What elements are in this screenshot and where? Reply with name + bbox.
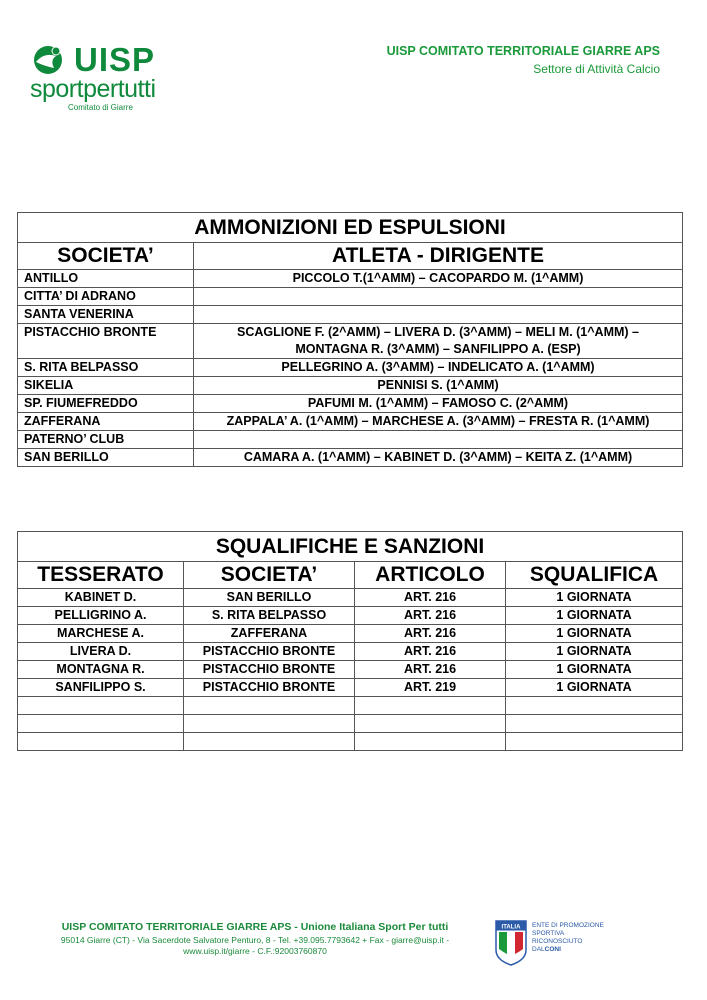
societa-cell [184, 733, 355, 751]
table-row [18, 715, 683, 733]
col-articolo: ARTICOLO [355, 562, 506, 589]
squalifica-cell [506, 733, 683, 751]
articolo-cell [355, 697, 506, 715]
athletes-cell [194, 306, 683, 324]
club-cell: SP. FIUMEFREDDO [18, 395, 194, 413]
club-cell: S. RITA BELPASSO [18, 359, 194, 377]
societa-cell: PISTACCHIO BRONTE [184, 643, 355, 661]
footer [30, 921, 480, 957]
articolo-cell: ART. 219 [355, 679, 506, 697]
logo-comitato: Comitato di Giarre [68, 103, 133, 112]
col-societa: SOCIETA’ [18, 243, 194, 270]
athletes-cell: PICCOLO T.(1^AMM) – CACOPARDO M. (1^AMM) [194, 270, 683, 288]
societa-cell [184, 697, 355, 715]
table-row [18, 733, 683, 751]
col-tesserato: TESSERATO [18, 562, 184, 589]
squalifica-cell: 1 GIORNATA [506, 661, 683, 679]
col-squalifica: SQUALIFICA [506, 562, 683, 589]
table-row [18, 413, 683, 431]
table-row [18, 661, 683, 679]
coni-name: CONI [544, 946, 561, 953]
athletes-cell: PAFUMI M. (1^AMM) – FAMOSO C. (2^AMM) [194, 395, 683, 413]
uisp-logo [30, 42, 180, 112]
athletes-cell: PELLEGRINO A. (3^AMM) – INDELICATO A. (1^AMM) [194, 359, 683, 377]
squalifica-cell: 1 GIORNATA [506, 643, 683, 661]
tesserato-cell: MARCHESE A. [18, 625, 184, 643]
societa-cell: PISTACCHIO BRONTE [184, 679, 355, 697]
squalifica-cell: 1 GIORNATA [506, 607, 683, 625]
club-cell: CITTA’ DI ADRANO [18, 288, 194, 306]
articolo-cell [355, 733, 506, 751]
squalifica-cell: 1 GIORNATA [506, 589, 683, 607]
articolo-cell [355, 715, 506, 733]
table-row [18, 395, 683, 413]
tesserato-cell: KABINET D. [18, 589, 184, 607]
coni-line: RICONOSCIUTO [532, 938, 583, 945]
athletes-cell [194, 431, 683, 449]
ammonizioni-table [17, 212, 683, 467]
tesserato-cell [18, 733, 184, 751]
articolo-cell: ART. 216 [355, 607, 506, 625]
club-cell: PATERNO’ CLUB [18, 431, 194, 449]
articolo-cell: ART. 216 [355, 661, 506, 679]
tesserato-cell: PELLIGRINO A. [18, 607, 184, 625]
tesserato-cell [18, 697, 184, 715]
letterhead-org: UISP COMITATO TERRITORIALE GIARRE APS [386, 44, 660, 58]
coni-badge [495, 920, 604, 966]
societa-cell: ZAFFERANA [184, 625, 355, 643]
tesserato-cell: SANFILIPPO S. [18, 679, 184, 697]
squalifica-cell [506, 715, 683, 733]
table-row [18, 607, 683, 625]
societa-cell [184, 715, 355, 733]
club-cell: SIKELIA [18, 377, 194, 395]
tesserato-cell [18, 715, 184, 733]
letterhead [387, 44, 660, 76]
table-row [18, 359, 683, 377]
club-cell: ANTILLO [18, 270, 194, 288]
coni-dal: DAL [532, 946, 545, 953]
italia-shield-icon [495, 920, 527, 966]
table-row [18, 643, 683, 661]
articolo-cell: ART. 216 [355, 643, 506, 661]
footer-org: UISP COMITATO TERRITORIALE GIARRE APS - Unione Italiana Sport Per tutti [61, 921, 449, 933]
societa-cell: SAN BERILLO [184, 589, 355, 607]
col-societa: SOCIETA’ [184, 562, 355, 589]
uisp-runner-icon [30, 42, 70, 78]
athletes-cell: PENNISI S. (1^AMM) [194, 377, 683, 395]
squalifiche-table [17, 531, 683, 751]
club-cell: SANTA VENERINA [18, 306, 194, 324]
societa-cell: S. RITA BELPASSO [184, 607, 355, 625]
club-cell: SAN BERILLO [18, 449, 194, 467]
societa-cell: PISTACCHIO BRONTE [184, 661, 355, 679]
athletes-cell: ZAPPALA’ A. (1^AMM) – MARCHESE A. (3^AMM) – FRESTA R. (1^AMM) [194, 413, 683, 431]
athletes-cell: CAMARA A. (1^AMM) – KABINET D. (3^AMM) – KEITA Z. (1^AMM) [194, 449, 683, 467]
articolo-cell: ART. 216 [355, 625, 506, 643]
articolo-cell: ART. 216 [355, 589, 506, 607]
italia-label: ITALIA [501, 924, 521, 931]
tesserato-cell: MONTAGNA R. [18, 661, 184, 679]
table-row [18, 324, 683, 359]
club-cell: ZAFFERANA [18, 413, 194, 431]
logo-brand: UISP [74, 41, 156, 78]
table-row [18, 288, 683, 306]
club-cell: PISTACCHIO BRONTE [18, 324, 194, 359]
table-row [18, 589, 683, 607]
squalifica-cell: 1 GIORNATA [506, 625, 683, 643]
coni-line: SPORTIVA [532, 930, 565, 937]
footer-address: 95014 Giarre (CT) - Via Sacerdote Salvatore Penturo, 8 - Tel. +39.095.7793642 + Fax - giarre@uisp.it - www.uisp.it/giarre - C.F.:92003760870 [60, 935, 450, 956]
table-row [18, 431, 683, 449]
squalifiche-title: SQUALIFICHE E SANZIONI [18, 532, 683, 562]
table-row [18, 697, 683, 715]
table-row [18, 270, 683, 288]
squalifica-cell: 1 GIORNATA [506, 679, 683, 697]
table-row [18, 679, 683, 697]
table-row [18, 377, 683, 395]
coni-line [532, 946, 604, 954]
table-row [18, 449, 683, 467]
coni-line: ENTE DI PROMOZIONE [532, 922, 604, 929]
athletes-cell: SCAGLIONE F. (2^AMM) – LIVERA D. (3^AMM) – MELI M. (1^AMM) – MONTAGNA R. (3^AMM) – SANFILIPPO A. (ESP) [194, 324, 683, 359]
athletes-cell [194, 288, 683, 306]
coni-text [532, 922, 604, 954]
table-row [18, 625, 683, 643]
logo-tagline: sportpertutti [30, 75, 156, 103]
letterhead-sector: Settore di Attività Calcio [533, 62, 660, 76]
table-row [18, 306, 683, 324]
col-atleta: ATLETA - DIRIGENTE [194, 243, 683, 270]
squalifica-cell [506, 697, 683, 715]
tesserato-cell: LIVERA D. [18, 643, 184, 661]
ammonizioni-title: AMMONIZIONI ED ESPULSIONI [18, 213, 683, 243]
